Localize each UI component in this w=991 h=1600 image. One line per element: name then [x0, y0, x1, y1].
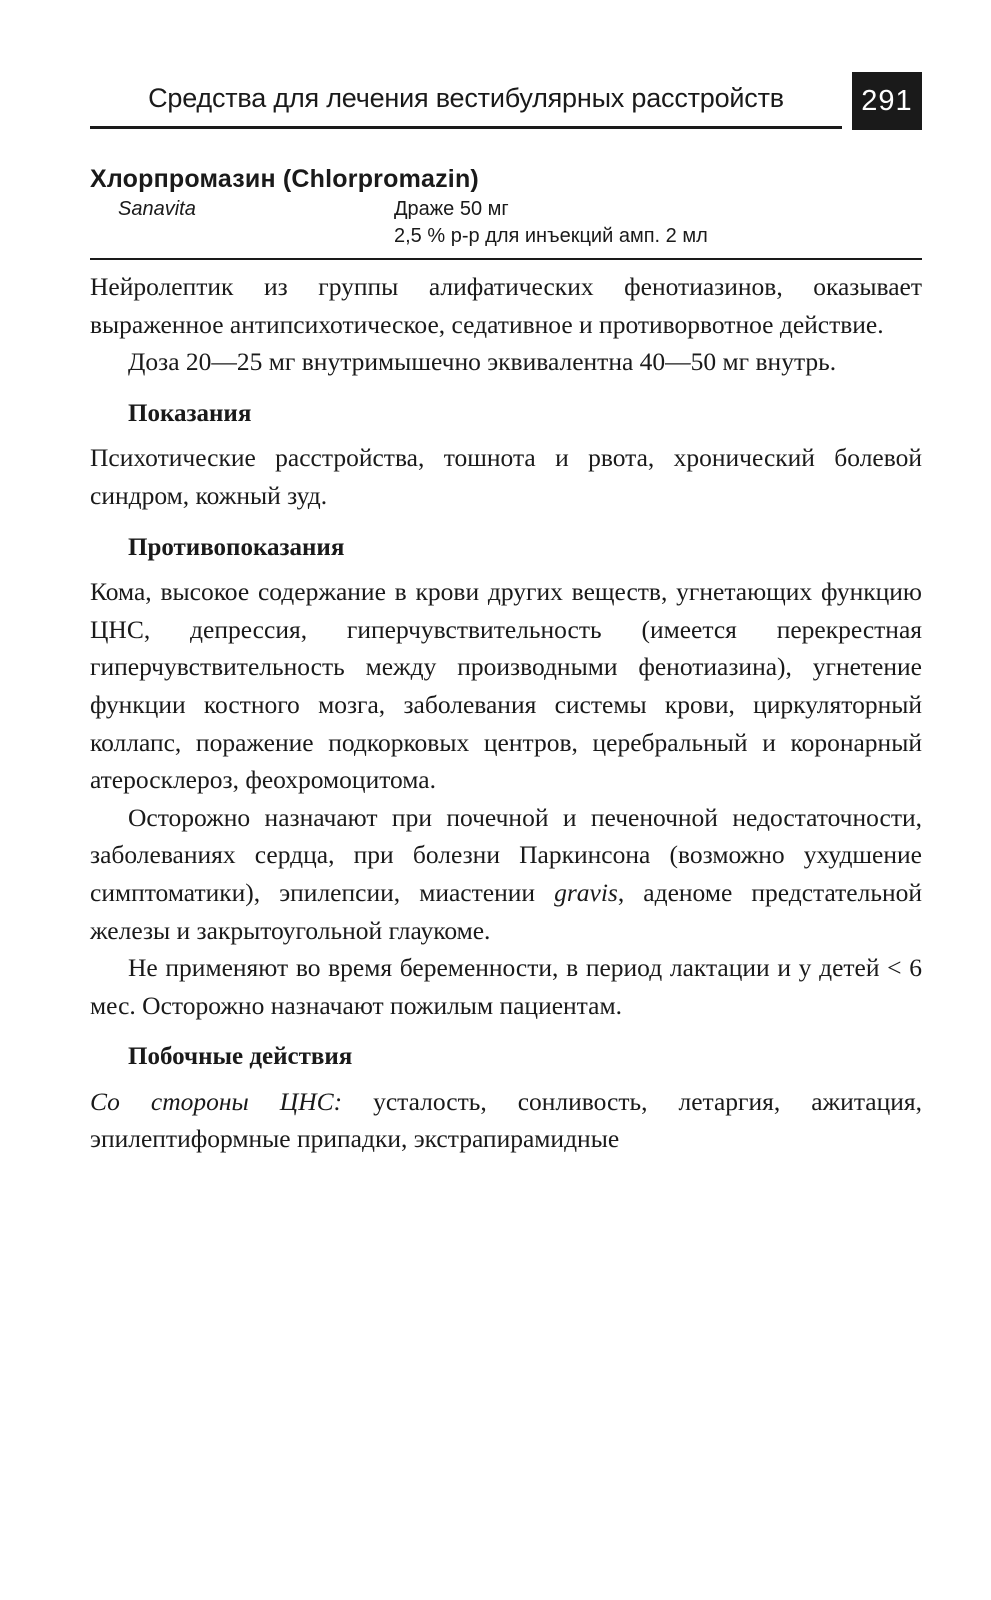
dosage-form: Драже 50 мг: [394, 198, 509, 220]
side-effects-text: усталость, сонливость, летаргия, ажитация, эпилептиформные припадки, экстрапирамидные: [90, 1086, 922, 1154]
cautions-text-end: , аденоме предстательной железы и закрытоугольной глаукоме.: [90, 877, 922, 945]
drug-header: [90, 164, 922, 260]
intro-paragraph: Нейролептик из группы алифатических фенотиазинов, оказывает выраженное антипсихотическое, седативное и противорвотное действие.: [90, 272, 922, 339]
indications-heading: Показания: [128, 399, 252, 427]
cautions-paragraph: [90, 799, 922, 949]
indications-text: Психотические расстройства, тошнота и рвота, хронический болевой синдром, кожный зуд.: [90, 443, 922, 510]
dosage-forms: [394, 196, 708, 250]
drug-title: Хлорпромазин (Chlorpromazin): [90, 165, 479, 193]
side-effects-paragraph: [90, 1083, 922, 1158]
cautions-emphasis: gravis: [554, 877, 618, 907]
manufacturer: Sanavita: [118, 198, 196, 220]
running-header: [90, 70, 922, 130]
page-number: 291: [852, 72, 922, 130]
side-effects-lead: Со стороны ЦНС:: [90, 1086, 343, 1116]
page: [90, 70, 922, 1158]
side-effects-heading: Побочные действия: [128, 1043, 353, 1071]
dosage-form: 2,5 % р-р для инъекций амп. 2 мл: [394, 225, 708, 247]
pregnancy-paragraph: Не применяют во время беременности, в период лактации и у детей < 6 мес. Осторожно назначают пожилым пациентам.: [90, 953, 922, 1020]
drug-forms: [90, 196, 922, 250]
running-header-title: Средства для лечения вестибулярных расстройств: [90, 70, 842, 129]
cautions-text: Осторожно назначают при почечной и печеночной недостаточности, заболеваниях сердца, при болезни Паркинсона (возможно ухудшение симптоматики), эпилепсии, миастении: [90, 802, 922, 907]
dose-paragraph: Доза 20—25 мг внутримышечно эквивалентна 40—50 мг внутрь.: [128, 347, 837, 377]
contraindications-paragraph: Кома, высокое содержание в крови других веществ, угнетающих функцию ЦНС, депрессия, гиперчувствительность (имеется перекрестная гиперчувствительность между производными фенотиазина), угнетение функции костного мозга, заболевания системы крови, циркуляторный коллапс, поражение подкорковых центров, церебральный и коронарный атеросклероз, феохромоцитома.: [90, 577, 922, 795]
contraindications-heading: Противопоказания: [128, 533, 345, 561]
